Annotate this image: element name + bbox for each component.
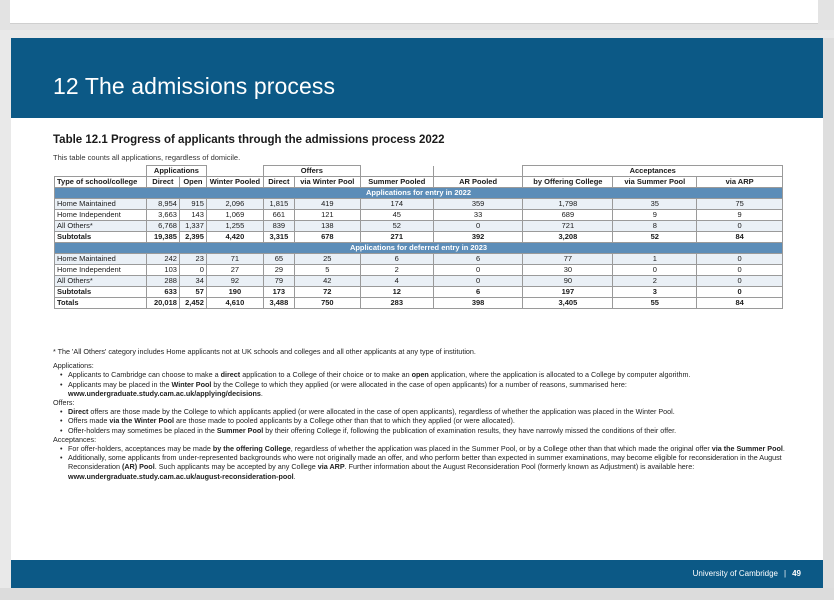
cell-open: 34 xyxy=(179,276,206,287)
cell-ar-pooled: 392 xyxy=(433,232,523,243)
list-item xyxy=(60,380,793,398)
header-acceptances: Acceptances xyxy=(523,166,783,177)
cell-via-arp: 0 xyxy=(697,254,783,265)
subtotal-row xyxy=(55,287,783,298)
cell-winter-pooled: 1,255 xyxy=(206,221,263,232)
cell-via-summer-pool: 52 xyxy=(613,232,697,243)
note-emphasis: Direct xyxy=(68,407,89,417)
footnote: * The 'All Others' category includes Home applicants not at UK schools and colleges and all other applicants at any type of institution. xyxy=(53,347,476,356)
cell-direct: 6,768 xyxy=(146,221,179,232)
reconsideration-link[interactable]: www.undergraduate.study.cam.ac.uk/august-reconsideration-pool xyxy=(68,471,294,481)
cell-direct: 3,663 xyxy=(146,210,179,221)
cell-direct: 20,018 xyxy=(146,298,179,309)
cell-ar-pooled: 0 xyxy=(433,221,523,232)
cell-via-summer-pool: 55 xyxy=(613,298,697,309)
admissions-table xyxy=(54,165,783,309)
note-text: application, where the application is allocated to a College by computer algorithm. xyxy=(428,370,691,380)
cell-via-winter-pool: 72 xyxy=(294,287,360,298)
list-item xyxy=(60,370,793,379)
previous-page-sheet xyxy=(10,0,818,24)
note-emphasis: via the Winter Pool xyxy=(109,416,175,426)
cell-by-offering-college: 77 xyxy=(523,254,613,265)
chapter-title: 12 The admissions process xyxy=(53,73,336,99)
footer-separator: | xyxy=(784,569,787,578)
cell-direct: 633 xyxy=(146,287,179,298)
cell-direct: 103 xyxy=(146,265,179,276)
header-applications: Applications xyxy=(146,166,206,177)
cell-ar-pooled: 6 xyxy=(433,287,523,298)
col-winter-pooled: Winter Pooled xyxy=(206,177,263,188)
cell-winter-pooled: 1,069 xyxy=(206,210,263,221)
section-label: Applications for entry in 2022 xyxy=(55,188,783,199)
subtotal-row xyxy=(55,232,783,243)
table-body-totals xyxy=(55,298,783,309)
note-text: Applicants may be placed in the xyxy=(68,379,172,389)
cell-open: 915 xyxy=(179,199,206,210)
cell-via-summer-pool: 9 xyxy=(613,210,697,221)
note-text: Applicants to Cambridge can choose to make a xyxy=(68,370,221,380)
table-note: This table counts all applications, regardless of domicile. xyxy=(53,153,241,162)
cell-direct: 242 xyxy=(146,254,179,265)
section-row-2023 xyxy=(55,243,783,254)
offers-heading: Offers: xyxy=(53,398,75,408)
cell-via-winter-pool: 678 xyxy=(294,232,360,243)
list-item xyxy=(60,407,793,416)
col-by-offering-college: by Offering College xyxy=(523,177,613,188)
cell-via-summer-pool: 3 xyxy=(613,287,697,298)
cell-offers-direct: 3,315 xyxy=(263,232,294,243)
cell-type: All Others* xyxy=(55,276,147,287)
footer-text xyxy=(693,569,801,578)
cell-summer-pooled: 283 xyxy=(360,298,433,309)
cell-type: Subtotals xyxy=(55,287,147,298)
cell-summer-pooled: 271 xyxy=(360,232,433,243)
cell-by-offering-college: 3,405 xyxy=(523,298,613,309)
header-blank xyxy=(55,166,147,177)
cell-via-winter-pool: 419 xyxy=(294,199,360,210)
cell-winter-pooled: 92 xyxy=(206,276,263,287)
cell-offers-direct: 1,815 xyxy=(263,199,294,210)
cell-ar-pooled: 0 xyxy=(433,265,523,276)
col-via-winter-pool: via Winter Pool xyxy=(294,177,360,188)
cell-offers-direct: 29 xyxy=(263,265,294,276)
note-emphasis: (AR) Pool xyxy=(121,462,155,472)
cell-via-arp: 9 xyxy=(697,210,783,221)
note-text: by the College to which they applied (or were allocated in the case of open applicants) for a number of reasons, summarised here: xyxy=(211,379,627,389)
list-item xyxy=(60,416,793,425)
table-row xyxy=(55,221,783,232)
note-emphasis: via the Summer Pool xyxy=(711,444,783,454)
cell-via-summer-pool: 2 xyxy=(613,276,697,287)
note-emphasis: via ARP xyxy=(317,462,345,472)
col-open: Open xyxy=(179,177,206,188)
cell-type: Home Maintained xyxy=(55,254,147,265)
cell-via-arp: 84 xyxy=(697,298,783,309)
header-row-groups xyxy=(55,166,783,177)
note-text: . xyxy=(782,444,785,454)
cell-via-winter-pool: 5 xyxy=(294,265,360,276)
header-blank xyxy=(433,166,523,177)
cell-summer-pooled: 4 xyxy=(360,276,433,287)
applications-heading: Applications: xyxy=(53,361,94,371)
cell-offers-direct: 839 xyxy=(263,221,294,232)
cell-type: Home Independent xyxy=(55,265,147,276)
cell-via-arp: 0 xyxy=(697,221,783,232)
cell-via-summer-pool: 35 xyxy=(613,199,697,210)
note-text: . xyxy=(293,471,296,481)
cell-via-arp: 0 xyxy=(697,287,783,298)
list-item xyxy=(60,444,793,453)
cell-winter-pooled: 190 xyxy=(206,287,263,298)
cell-via-summer-pool: 0 xyxy=(613,265,697,276)
cell-type: Home Maintained xyxy=(55,199,147,210)
note-emphasis: direct xyxy=(220,370,241,380)
cell-winter-pooled: 4,420 xyxy=(206,232,263,243)
cell-by-offering-college: 90 xyxy=(523,276,613,287)
cell-ar-pooled: 6 xyxy=(433,254,523,265)
cell-type: Home Independent xyxy=(55,210,147,221)
page-footer xyxy=(11,560,823,588)
col-offers-direct: Direct xyxy=(263,177,294,188)
table-row xyxy=(55,210,783,221)
cell-by-offering-college: 3,208 xyxy=(523,232,613,243)
cell-by-offering-college: 721 xyxy=(523,221,613,232)
note-text: application to a College of their choice or to make an xyxy=(240,370,412,380)
note-emphasis: Summer Pool xyxy=(216,425,264,435)
cell-open: 2,395 xyxy=(179,232,206,243)
cell-ar-pooled: 33 xyxy=(433,210,523,221)
col-type: Type of school/college xyxy=(55,177,147,188)
cell-by-offering-college: 1,798 xyxy=(523,199,613,210)
note-emphasis: Winter Pool xyxy=(171,379,212,389)
cell-offers-direct: 79 xyxy=(263,276,294,287)
offers-list xyxy=(53,407,793,435)
cell-via-arp: 84 xyxy=(697,232,783,243)
notes-section xyxy=(53,347,793,481)
cell-open: 57 xyxy=(179,287,206,298)
header-row-columns xyxy=(55,177,783,188)
cell-via-arp: 75 xyxy=(697,199,783,210)
footer-org: University of Cambridge xyxy=(692,569,779,578)
cell-ar-pooled: 0 xyxy=(433,276,523,287)
table-row xyxy=(55,265,783,276)
section-row-2022 xyxy=(55,188,783,199)
applications-list xyxy=(53,370,793,398)
header-blank xyxy=(206,166,263,177)
note-text: . Further information about the August Reconsideration Pool (formerly known as Adjustment) is available here: xyxy=(344,462,695,472)
cell-winter-pooled: 4,610 xyxy=(206,298,263,309)
cell-via-winter-pool: 121 xyxy=(294,210,360,221)
cell-open: 0 xyxy=(179,265,206,276)
table-row xyxy=(55,254,783,265)
note-text: Additionally, some applicants from under-represented backgrounds who were not originally made an offer, and who perform better than expected in summer examinations, may become eligible for reconsideration in the August Reconsideration xyxy=(68,453,782,472)
note-text: , regardless of whether the application was placed in the Summer Pool, or by a College other than that which made the original offer xyxy=(290,444,712,454)
cell-winter-pooled: 2,096 xyxy=(206,199,263,210)
cell-type: All Others* xyxy=(55,221,147,232)
cell-summer-pooled: 174 xyxy=(360,199,433,210)
cell-open: 1,337 xyxy=(179,221,206,232)
cell-open: 23 xyxy=(179,254,206,265)
cell-via-winter-pool: 138 xyxy=(294,221,360,232)
col-via-summer-pool: via Summer Pool xyxy=(613,177,697,188)
cell-via-summer-pool: 1 xyxy=(613,254,697,265)
list-item xyxy=(60,426,793,435)
cell-offers-direct: 661 xyxy=(263,210,294,221)
cell-winter-pooled: 71 xyxy=(206,254,263,265)
totals-row xyxy=(55,298,783,309)
cell-summer-pooled: 6 xyxy=(360,254,433,265)
acceptances-list xyxy=(53,444,793,481)
document-page xyxy=(11,38,823,588)
cell-offers-direct: 3,488 xyxy=(263,298,294,309)
note-text: offers are those made by the College to which applicants applied (or were allocated in the case of open applicants), regardless of whether the application was placed in the Winter Pool. xyxy=(88,407,675,417)
cell-via-winter-pool: 750 xyxy=(294,298,360,309)
cell-by-offering-college: 197 xyxy=(523,287,613,298)
cell-open: 2,452 xyxy=(179,298,206,309)
page-shadow-right xyxy=(823,38,834,600)
note-text: by their offering College if, following the publication of examination results, they have narrowly missed the conditions of their offer. xyxy=(263,425,677,435)
table-body-2022 xyxy=(55,199,783,243)
acceptances-heading: Acceptances: xyxy=(53,434,97,444)
cell-summer-pooled: 52 xyxy=(360,221,433,232)
cell-ar-pooled: 359 xyxy=(433,199,523,210)
cell-direct: 8,954 xyxy=(146,199,179,210)
cell-offers-direct: 65 xyxy=(263,254,294,265)
header-blank xyxy=(360,166,433,177)
note-text: . Such applicants may be accepted by any College xyxy=(154,462,318,472)
cell-summer-pooled: 12 xyxy=(360,287,433,298)
cell-type: Totals xyxy=(55,298,147,309)
cell-direct: 19,385 xyxy=(146,232,179,243)
col-ar-pooled: AR Pooled xyxy=(433,177,523,188)
table-body-2023 xyxy=(55,254,783,298)
cell-via-arp: 0 xyxy=(697,265,783,276)
cell-offers-direct: 173 xyxy=(263,287,294,298)
note-text: For offer-holders, acceptances may be made xyxy=(68,444,213,454)
cell-by-offering-college: 30 xyxy=(523,265,613,276)
col-via-arp: via ARP xyxy=(697,177,783,188)
note-text: are those made to pooled applicants by a College other than that to which they applied (or were allocated). xyxy=(174,416,515,426)
cell-via-summer-pool: 8 xyxy=(613,221,697,232)
cell-summer-pooled: 45 xyxy=(360,210,433,221)
col-summer-pooled: Summer Pooled xyxy=(360,177,433,188)
note-emphasis: open xyxy=(411,370,429,380)
note-text: Offers made xyxy=(68,416,110,426)
note-emphasis: by the offering College xyxy=(212,444,291,454)
decisions-link[interactable]: www.undergraduate.study.cam.ac.uk/applying/decisions xyxy=(68,388,261,398)
cell-direct: 288 xyxy=(146,276,179,287)
cell-ar-pooled: 398 xyxy=(433,298,523,309)
note-text: . xyxy=(260,388,263,398)
cell-via-arp: 0 xyxy=(697,276,783,287)
chapter-header-band xyxy=(11,38,823,118)
cell-winter-pooled: 27 xyxy=(206,265,263,276)
table-row xyxy=(55,276,783,287)
cell-by-offering-college: 689 xyxy=(523,210,613,221)
header-offers: Offers xyxy=(263,166,360,177)
col-direct: Direct xyxy=(146,177,179,188)
previous-page-edge xyxy=(0,0,834,30)
cell-via-winter-pool: 42 xyxy=(294,276,360,287)
cell-open: 143 xyxy=(179,210,206,221)
cell-summer-pooled: 2 xyxy=(360,265,433,276)
page-shadow-bottom xyxy=(0,588,834,600)
cell-type: Subtotals xyxy=(55,232,147,243)
section-label: Applications for deferred entry in 2023 xyxy=(55,243,783,254)
cell-via-winter-pool: 25 xyxy=(294,254,360,265)
list-item xyxy=(60,453,793,481)
note-text: Offer-holders may sometimes be placed in the xyxy=(68,425,217,435)
page-number: 49 xyxy=(792,569,801,578)
table-title: Table 12.1 Progress of applicants through the admissions process 2022 xyxy=(53,134,445,146)
table-row xyxy=(55,199,783,210)
